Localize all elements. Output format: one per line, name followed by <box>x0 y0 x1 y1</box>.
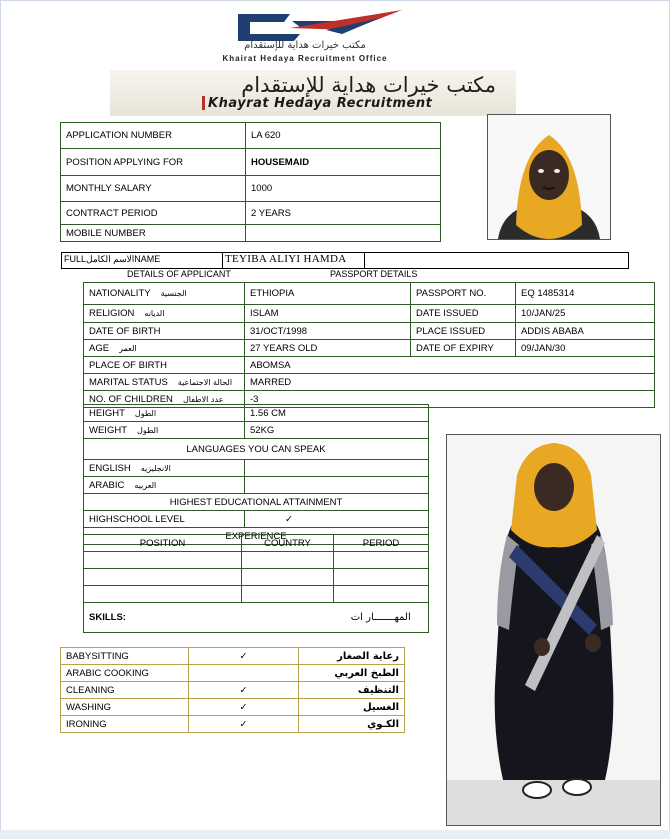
table-row <box>61 176 441 202</box>
experience-table <box>83 534 429 633</box>
col-header-period: PERIOD <box>334 535 429 552</box>
children-label: NO. OF CHILDREN عدد الاطفال <box>84 391 245 408</box>
arabic-value <box>245 477 429 494</box>
passport-no-label: PASSPORT NO. <box>411 283 516 305</box>
table-row <box>84 494 429 511</box>
table-row <box>84 569 429 586</box>
position-value: HOUSEMAID <box>246 149 441 176</box>
skill-arabic: التنظيف <box>299 682 405 699</box>
date-issued-label: DATE ISSUED <box>411 305 516 323</box>
marital-label: MARITAL STATUS الحالة الاجتماعية <box>84 374 245 391</box>
table-row <box>61 202 441 225</box>
table-row <box>61 123 441 149</box>
table-row <box>84 405 429 422</box>
table-row <box>84 603 429 633</box>
table-row <box>84 357 655 374</box>
divider <box>222 253 223 268</box>
col-header-country: COUNTRY <box>242 535 334 552</box>
table-row <box>84 535 429 552</box>
skill-arabic: الكـوي <box>299 716 405 733</box>
skill-name: CLEANING <box>61 682 189 699</box>
field-label: APPLICATION NUMBER <box>61 123 246 149</box>
details-table <box>83 282 655 408</box>
cell <box>334 586 429 603</box>
details-header: DETAILS OF APPLICANT <box>127 269 231 279</box>
field-label: CONTRACT PERIOD <box>61 202 246 225</box>
cell <box>334 552 429 569</box>
cell <box>84 569 242 586</box>
height-value: 1.56 CM <box>245 405 429 422</box>
place-issued-value: ADDIS ABABA <box>516 323 655 340</box>
education-check: ✓ <box>245 511 429 528</box>
portrait-photo <box>487 114 611 240</box>
table-row <box>61 665 405 682</box>
agency-banner <box>110 70 516 116</box>
skills-arabic: المهـــــــار ات <box>334 603 429 633</box>
skill-check: ✓ <box>189 716 299 733</box>
full-name-row <box>61 252 629 269</box>
table-row <box>84 340 655 357</box>
full-body-figure-icon <box>447 435 660 825</box>
table-row <box>84 305 655 323</box>
table-row <box>61 699 405 716</box>
cell <box>242 552 334 569</box>
weight-label: WEIGHT الطول <box>84 422 245 439</box>
weight-value: 52KG <box>245 422 429 439</box>
table-row <box>84 511 429 528</box>
table-row <box>84 477 429 494</box>
logo-english-text: Khairat Hedaya Recruitment Office <box>222 54 388 63</box>
table-row <box>61 225 441 242</box>
mobile-value <box>246 225 441 242</box>
col-header-position: POSITION <box>84 535 242 552</box>
skill-name: IRONING <box>61 716 189 733</box>
height-label: HEIGHT الطول <box>84 405 245 422</box>
skill-name: WASHING <box>61 699 189 716</box>
field-label: POSITION APPLYING FOR <box>61 149 246 176</box>
table-row <box>84 283 655 305</box>
table-row <box>84 586 429 603</box>
cell <box>242 586 334 603</box>
salary-value: 1000 <box>246 176 441 202</box>
logo-arabic-text: مكتب خيرات هداية للإستقدام <box>244 40 366 51</box>
pob-label: PLACE OF BIRTH <box>84 357 245 374</box>
passport-header: PASSPORT DETAILS <box>330 269 418 279</box>
experience-title: EXPERIENCE <box>84 528 429 545</box>
application-table <box>60 122 441 242</box>
pob-value: ABOMSA <box>245 357 655 374</box>
cell <box>84 586 242 603</box>
application-number-value: LA 620 <box>246 123 441 149</box>
table-row <box>61 716 405 733</box>
portrait-figure-icon <box>488 115 610 239</box>
education-title: HIGHEST EDUCATIONAL ATTAINMENT <box>84 494 429 511</box>
skill-check: ✓ <box>189 648 299 665</box>
english-label: ENGLISH الانجليزيه <box>84 460 245 477</box>
divider <box>364 253 365 268</box>
table-row <box>84 552 429 569</box>
full-name-label: FULLالاسم الكاملNAME <box>64 254 161 264</box>
table-row <box>84 439 429 460</box>
table-row <box>61 648 405 665</box>
profile-table <box>83 404 429 545</box>
age-label: AGE العمر <box>84 340 245 357</box>
skill-arabic: الغسيل <box>299 699 405 716</box>
banner-accent <box>202 96 205 110</box>
expiry-value: 09/JAN/30 <box>516 340 655 357</box>
languages-title: LANGUAGES YOU CAN SPEAK <box>84 439 429 460</box>
table-row <box>84 374 655 391</box>
religion-label: RELIGION الديانه <box>84 305 245 323</box>
nationality-label: NATIONALITY الجنسية <box>84 283 245 305</box>
children-value: -3 <box>245 391 655 408</box>
marital-value: MARRED <box>245 374 655 391</box>
skill-check: ✓ <box>189 682 299 699</box>
skills-table <box>60 647 405 733</box>
table-row <box>61 149 441 176</box>
skill-check <box>189 665 299 682</box>
date-issued-value: 10/JAN/25 <box>516 305 655 323</box>
table-row <box>84 460 429 477</box>
age-value: 27 YEARS OLD <box>245 340 411 357</box>
place-issued-label: PLACE ISSUED <box>411 323 516 340</box>
table-row <box>84 422 429 439</box>
arabic-label: ARABIC العربيه <box>84 477 245 494</box>
table-row <box>61 682 405 699</box>
table-row <box>84 323 655 340</box>
english-value <box>245 460 429 477</box>
contract-value: 2 YEARS <box>246 202 441 225</box>
skill-arabic: الطبخ العربي <box>299 665 405 682</box>
bottom-strip <box>0 830 670 839</box>
expiry-label: DATE OF EXPIRY <box>411 340 516 357</box>
skill-check: ✓ <box>189 699 299 716</box>
cell <box>334 569 429 586</box>
company-logo-icon <box>230 8 405 42</box>
education-level: HIGHSCHOOL LEVEL <box>84 511 245 528</box>
full-name-value: TEYIBA ALIYI HAMDA <box>225 253 347 265</box>
banner-arabic: مكتب خيرات هداية للإستقدام <box>241 73 496 97</box>
full-body-photo <box>446 434 661 826</box>
field-label: MONTHLY SALARY <box>61 176 246 202</box>
passport-no-value: EQ 1485314 <box>516 283 655 305</box>
skills-label: SKILLS: <box>84 603 334 633</box>
field-label: MOBILE NUMBER <box>61 225 246 242</box>
banner-english: Khayrat Hedaya Recruitment <box>208 96 433 111</box>
cell <box>242 569 334 586</box>
dob-label: DATE OF BIRTH <box>84 323 245 340</box>
skill-name: ARABIC COOKING <box>61 665 189 682</box>
skill-arabic: رعاية الصغار <box>299 648 405 665</box>
dob-value: 31/OCT/1998 <box>245 323 411 340</box>
nationality-value: ETHIOPIA <box>245 283 411 305</box>
skill-name: BABYSITTING <box>61 648 189 665</box>
cell <box>84 552 242 569</box>
religion-value: ISLAM <box>245 305 411 323</box>
